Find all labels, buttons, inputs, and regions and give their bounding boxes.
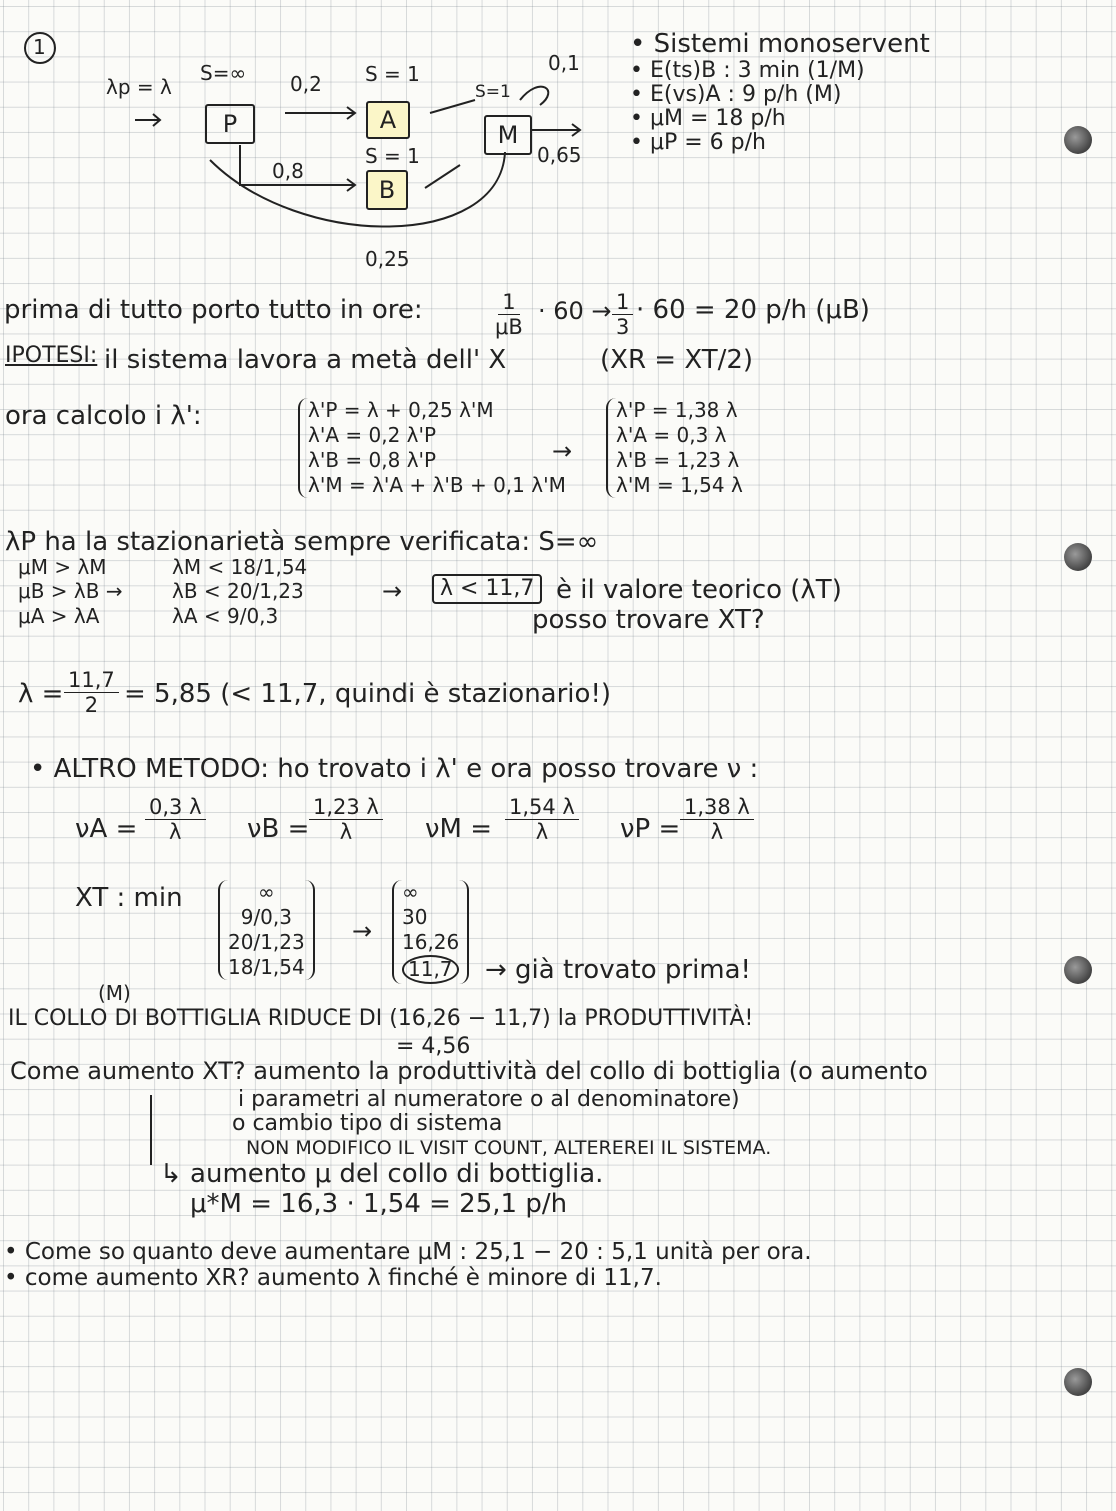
min-item: 30	[402, 905, 428, 929]
arrow: →	[552, 437, 573, 465]
punch-hole-2	[1064, 543, 1092, 571]
min-right-set	[392, 880, 469, 984]
other-method: • ALTRO METODO: ho trovato i λ' e ora posso trovare ν :	[30, 754, 759, 784]
min-item-circled: 11,7	[402, 955, 459, 984]
min-item: 20/1,23	[228, 930, 305, 954]
nu-label: νP =	[620, 814, 681, 844]
increase-note: NON MODIFICO IL VISIT COUNT, ALTEREREI IL SISTEMA.	[246, 1137, 772, 1159]
solution: λ'P = 1,38 λ	[616, 398, 738, 422]
branch-line	[150, 1095, 152, 1165]
server-m-label: S=1	[475, 82, 511, 102]
bullet-line: • come aumento XR? aumento λ finché è minore di 11,7.	[4, 1265, 662, 1291]
nu-fraction	[680, 795, 754, 844]
fraction-den: λ	[535, 820, 549, 844]
half-result: = 5,85 (< 11,7, quindi è stazionario!)	[124, 679, 612, 709]
solution: λ'B = 1,23 λ	[616, 448, 740, 472]
given-item: • E(vs)A : 9 p/h (M)	[630, 81, 842, 107]
givens-list	[630, 30, 930, 155]
lambda-bound-box: λ < 11,7	[432, 574, 542, 604]
fraction-num: 1,23 λ	[309, 795, 383, 820]
server-a-label: S = 1	[365, 62, 420, 86]
bound: λM < 18/1,54	[172, 555, 308, 579]
server-p-label: S=∞	[200, 61, 247, 85]
stationarity-line: λP ha la stazionarietà sempre verificata: S=∞	[5, 527, 599, 557]
nu-fraction	[145, 795, 206, 844]
conversion-result: · 60 = 20 p/h (μB)	[636, 295, 870, 325]
increase-option: ↳ aumento μ del collo di bottiglia.	[160, 1159, 604, 1189]
fraction-1-over-mub	[495, 290, 523, 339]
given-item: • Sistemi monoservent	[630, 29, 930, 59]
fraction-num: 0,3 λ	[145, 795, 206, 820]
node-b: B	[366, 170, 408, 210]
fraction-num: 1	[612, 290, 633, 315]
increase-option: o cambio tipo di sistema	[232, 1111, 503, 1136]
prob-p-b: 0,8	[272, 159, 304, 183]
exercise-number: 1	[33, 35, 46, 59]
punch-hole-4	[1064, 1368, 1092, 1396]
network-diagram-arrows	[0, 0, 640, 280]
prob-m-p: 0,25	[365, 247, 410, 271]
conversion-step: · 60 →	[538, 297, 612, 325]
conversion-line: prima di tutto porto tutto in ore:	[4, 295, 423, 325]
theoretical-value: è il valore teorico (λT)	[556, 575, 842, 605]
xt-min-label: XT : min	[75, 883, 183, 913]
nu-fraction	[505, 795, 579, 844]
prob-p-a: 0,2	[290, 72, 322, 96]
arrow: →	[352, 917, 373, 945]
nu-label: νM =	[425, 814, 493, 844]
node-a: A	[366, 101, 410, 139]
bound: λA < 9/0,3	[172, 603, 279, 628]
node-p: P	[205, 104, 255, 144]
solution: λ'M = 1,54 λ	[616, 473, 743, 497]
bullet-line: • Come so quanto deve aumentare μM : 25,1 − 20 : 5,1 unità per ora.	[4, 1239, 812, 1265]
visit-count-row	[75, 795, 795, 865]
fraction-den: μB	[495, 315, 523, 339]
bound: λB < 20/1,23	[172, 579, 304, 604]
min-item: 16,26	[402, 930, 460, 954]
punch-hole-3	[1064, 956, 1092, 984]
bottleneck-line: IL COLLO DI BOTTIGLIA RIDUCE DI (16,26 − 11,7) la PRODUTTIVITÀ!	[8, 1006, 754, 1031]
server-b-label: S = 1	[365, 144, 420, 168]
bottleneck-result: = 4,56	[396, 1034, 471, 1059]
condition: μB > λB →	[18, 579, 123, 604]
already-found: → già trovato prima!	[485, 955, 751, 985]
increase-option: i parametri al numeratore o al denominatore)	[238, 1087, 740, 1112]
given-item: • μM = 18 p/h	[630, 105, 786, 131]
fraction-num: 11,7	[64, 668, 119, 693]
fraction-den: λ	[710, 820, 724, 844]
prob-m-out: 0,65	[537, 143, 582, 167]
nu-label: νB =	[247, 814, 310, 844]
solution: λ'A = 0,3 λ	[616, 423, 727, 447]
half-fraction	[64, 668, 119, 717]
fraction-den: λ	[169, 820, 182, 844]
equation: λ'A = 0,2 λ'P	[308, 423, 437, 447]
prob-m-m: 0,1	[548, 51, 580, 75]
fraction-den: 2	[84, 693, 99, 717]
equation: λ'B = 0,8 λ'P	[308, 448, 437, 472]
hypothesis-text: il sistema lavora a metà dell' X	[104, 345, 507, 375]
punch-hole-1	[1064, 126, 1092, 154]
nu-fraction	[309, 795, 383, 844]
hypothesis-tail: (XR = XT/2)	[600, 345, 754, 375]
fraction-den: 3	[616, 315, 630, 339]
fraction-num: 1,54 λ	[505, 795, 579, 820]
equation: λ'M = λ'A + λ'B + 0,1 λ'M	[308, 473, 566, 497]
equation: λ'P = λ + 0,25 λ'M	[308, 398, 494, 422]
traffic-equations	[298, 398, 566, 498]
min-item: ∞	[402, 880, 419, 904]
arrow: →	[382, 577, 403, 605]
min-item: ∞	[258, 880, 275, 904]
min-item: 18/1,54	[228, 955, 305, 979]
fraction-den: λ	[339, 820, 353, 844]
condition: μM > λM	[18, 555, 107, 579]
lambda-eq-prefix: λ =	[18, 679, 64, 709]
bottleneck-station: (M)	[98, 981, 131, 1005]
stationarity-conditions	[18, 555, 123, 628]
condition: μA > λA	[18, 603, 100, 628]
new-mu-m: μ*M = 16,3 · 1,54 = 25,1 p/h	[190, 1189, 568, 1219]
hypothesis-label: IPOTESI:	[5, 343, 98, 368]
node-m: M	[484, 115, 532, 155]
min-left-set	[218, 880, 315, 980]
compute-lambda-label: ora calcolo i λ':	[5, 401, 202, 431]
increase-xt-line: Come aumento XT? aumento la produttività del collo di bottiglia (o aumento	[10, 1057, 928, 1085]
fraction-1-over-3	[612, 290, 633, 339]
stationarity-bounds	[172, 555, 307, 628]
fraction-num: 1	[498, 290, 519, 315]
nu-label: νA =	[75, 814, 138, 844]
fraction-num: 1,38 λ	[680, 795, 754, 820]
find-xt: posso trovare XT?	[532, 605, 765, 635]
lambda-p-label: λp = λ	[106, 75, 172, 99]
given-item: • μP = 6 p/h	[630, 130, 766, 156]
traffic-solutions	[606, 398, 743, 498]
min-item: 9/0,3	[240, 905, 292, 929]
given-item: • E(ts)B : 3 min (1/M)	[630, 57, 865, 83]
